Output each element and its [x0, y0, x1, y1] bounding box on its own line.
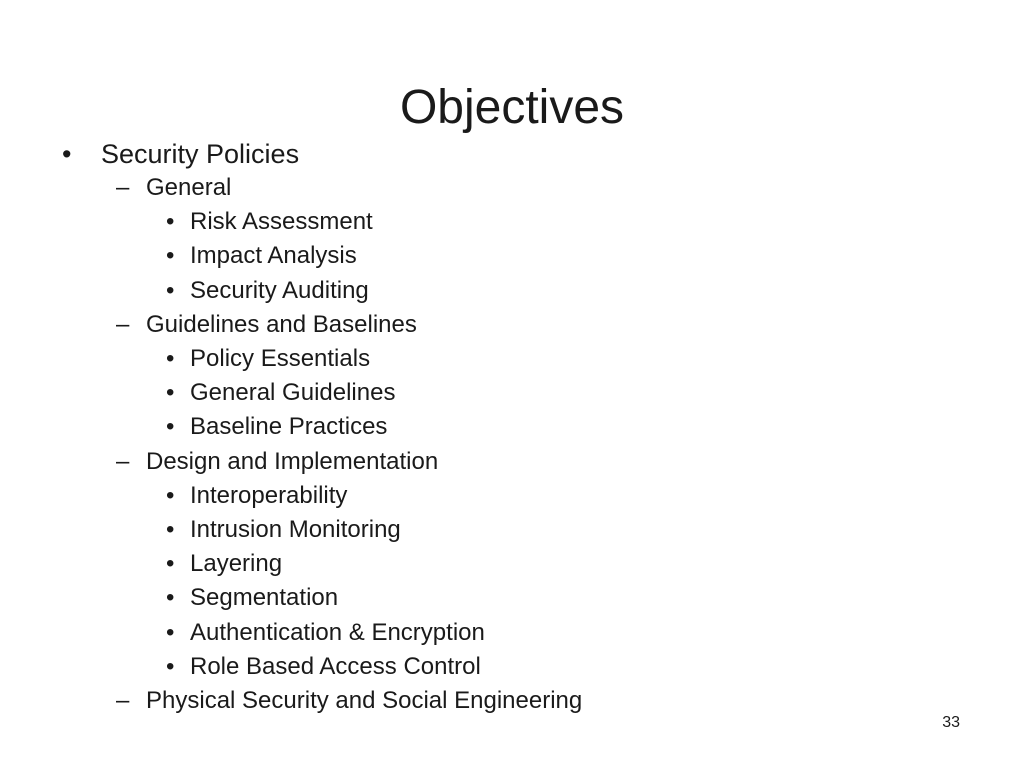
outline-level3-item-text: Intrusion Monitoring	[190, 516, 401, 543]
outline-level3-item-text: Security Auditing	[190, 277, 369, 304]
outline-level2-item-marker: –	[116, 448, 130, 475]
outline-level3-item-text: Layering	[190, 550, 283, 577]
outline-level3-item-marker: •	[166, 619, 175, 646]
outline-level3-item-marker: •	[166, 550, 175, 577]
outline-level2-item-text: General	[146, 174, 232, 201]
outline-level3-item-marker: •	[166, 482, 175, 509]
outline-level3-item-marker: •	[166, 345, 175, 372]
outline-level3-item-marker: •	[166, 379, 175, 406]
outline-level3-item-marker: •	[166, 413, 175, 440]
outline-level3-item-marker: •	[166, 242, 175, 269]
outline-level2-item-text: Guidelines and Baselines	[146, 311, 417, 338]
outline-level2-item-text: Design and Implementation	[146, 448, 439, 475]
outline-level3-item-text: Risk Assessment	[190, 208, 373, 235]
outline-level2-item-marker: –	[116, 311, 130, 338]
outline-level3-item-text: General Guidelines	[190, 379, 396, 406]
outline-level3-item-marker: •	[166, 516, 175, 543]
outline-level3-item-text: Segmentation	[190, 584, 339, 611]
outline-level2-item-marker: –	[116, 174, 130, 201]
outline-level3-item-text: Role Based Access Control	[190, 653, 481, 680]
outline-level3-item-text: Impact Analysis	[190, 242, 357, 269]
outline-level3-item-marker: •	[166, 584, 175, 611]
outline-level3-item-text: Policy Essentials	[190, 345, 371, 372]
outline-level3-item-marker: •	[166, 208, 175, 235]
outline-level3-item-text: Interoperability	[190, 482, 348, 509]
outline-level3-item-marker: •	[166, 277, 175, 304]
outline-level2-item-text: Physical Security and Social Engineering	[146, 687, 583, 714]
outline-level1-item-text: Security Policies	[101, 139, 300, 169]
outline-level3-item-text: Baseline Practices	[190, 413, 388, 440]
outline-level2-item-marker: –	[116, 687, 130, 714]
outline-level3-item-marker: •	[166, 653, 175, 680]
slide-title: Objectives	[399, 81, 625, 134]
outline-level3-item-text: Authentication & Encryption	[190, 619, 485, 646]
slide-number: 33	[942, 714, 960, 731]
outline-level1-item-marker: •	[62, 139, 72, 169]
